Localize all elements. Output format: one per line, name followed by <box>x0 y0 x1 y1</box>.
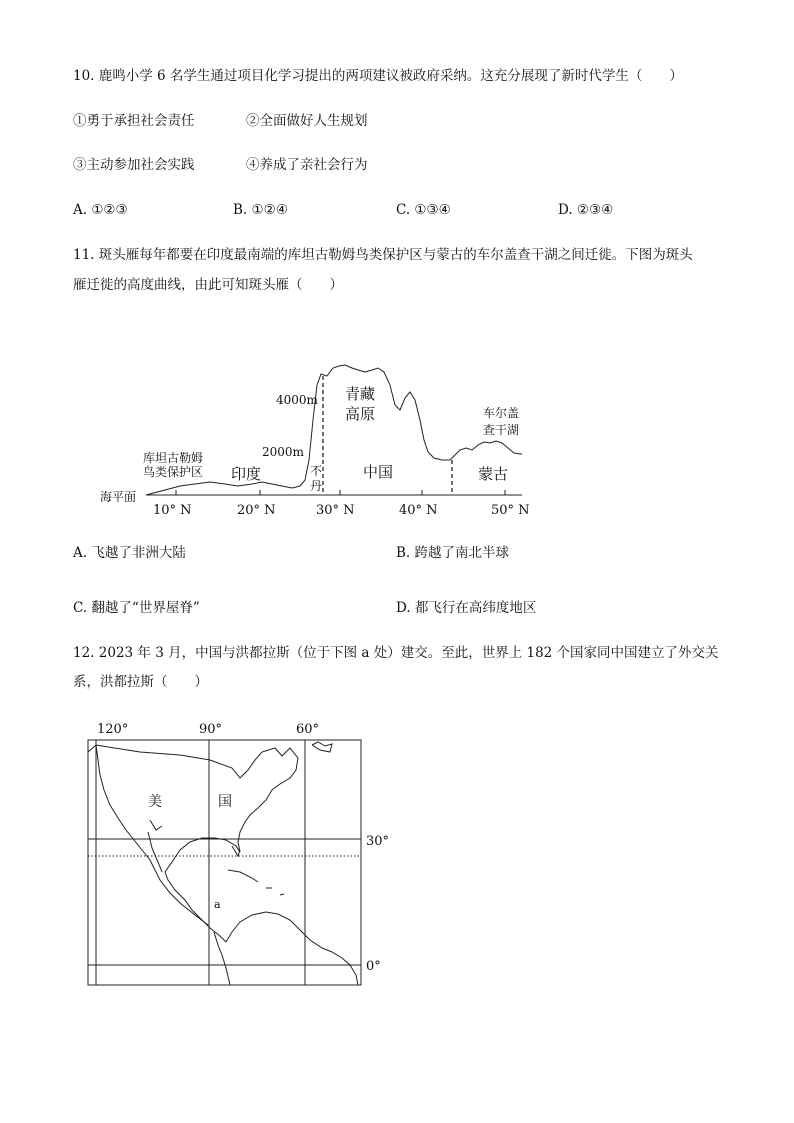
q10-item-3: ③主动参加社会实践 <box>73 157 195 173</box>
tick-label-10: 10° N <box>153 503 192 518</box>
lon-label-90: 90° <box>199 722 223 737</box>
tick-label-30: 30° N <box>316 503 355 518</box>
tick-label-50: 50° N <box>491 503 530 518</box>
lat-label-30: 30° <box>366 834 390 849</box>
label-china: 中国 <box>363 463 394 481</box>
q10-option-d[interactable]: D. ②③④ <box>558 202 614 218</box>
q11-option-b[interactable]: B. 跨越了南北半球 <box>396 545 510 561</box>
caribbean-islands <box>228 870 284 895</box>
south-america-coast <box>226 912 358 985</box>
baja-peninsula <box>148 832 162 872</box>
q10-option-a[interactable]: A. ①②③ <box>73 202 128 218</box>
label-plateau-2: 高原 <box>345 405 376 423</box>
q11-option-a[interactable]: A. 飞越了非洲大陆 <box>73 545 186 561</box>
label-2000m: 2000m <box>262 445 304 459</box>
q11-stem-line1: 11. 斑头雁每年都要在印度最南端的库坦古勒姆鸟类保护区与蒙古的车尔盖查干湖之间迁徙。下图为斑头 <box>73 247 693 263</box>
marker-a: a <box>214 898 221 911</box>
tick-label-20: 20° N <box>237 503 276 518</box>
arctic-islands <box>312 742 332 752</box>
tick-label-40: 40° N <box>399 503 438 518</box>
pacific-sa-coast <box>214 932 230 985</box>
lat-label-0: 0° <box>366 959 381 974</box>
q10-option-c[interactable]: C. ①③④ <box>396 202 451 218</box>
label-bhutan-1: 不 <box>310 464 323 478</box>
label-start-2: 鸟类保护区 <box>143 465 204 479</box>
map-frame <box>88 740 361 985</box>
q11-stem-line2: 雁迁徙的高度曲线，由此可知斑头雁（ ） <box>73 277 343 293</box>
west-coast <box>96 745 208 925</box>
q11-option-d[interactable]: D. 都飞行在高纬度地区 <box>396 600 537 616</box>
q10-option-b[interactable]: B. ①②④ <box>233 202 288 218</box>
lon-label-120: 120° <box>97 722 129 737</box>
q10-stem: 10. 鹿鸣小学 6 名学生通过项目化学习提出的两项建议被政府采纳。这充分展现了新时代学生（ ） <box>73 68 683 84</box>
q12-stem-line1: 12. 2023 年 3 月，中国与洪都拉斯（位于下图 a 处）建交。至此，世界上 182 个国家同中国建立了外交关 <box>73 645 719 661</box>
q10-item-2: ②全面做好人生规划 <box>246 113 368 129</box>
label-india: 印度 <box>231 465 262 483</box>
great-lakes <box>150 820 240 856</box>
label-sea-level: 海平面 <box>100 490 137 504</box>
lon-label-60: 60° <box>296 722 320 737</box>
q10-item-4: ④养成了亲社会行为 <box>246 157 368 173</box>
altitude-curve <box>146 365 522 495</box>
country-label-2: 国 <box>218 794 232 810</box>
label-plateau-1: 青藏 <box>345 385 376 403</box>
q10-item-1: ①勇于承担社会责任 <box>73 113 195 129</box>
north-america-coast <box>88 745 298 942</box>
label-lake-2: 查干湖 <box>483 423 520 437</box>
label-start-1: 库坦古勒姆 <box>143 451 204 465</box>
label-4000m: 4000m <box>276 393 318 407</box>
label-lake-1: 车尔盖 <box>483 406 520 420</box>
q11-option-c[interactable]: C. 翻越了“世界屋脊” <box>73 600 200 616</box>
label-bhutan-2: 丹 <box>310 479 323 493</box>
label-mongolia: 蒙古 <box>478 465 509 483</box>
country-label-1: 美 <box>148 794 162 810</box>
q12-stem-line2: 系，洪都拉斯（ ） <box>73 674 208 690</box>
